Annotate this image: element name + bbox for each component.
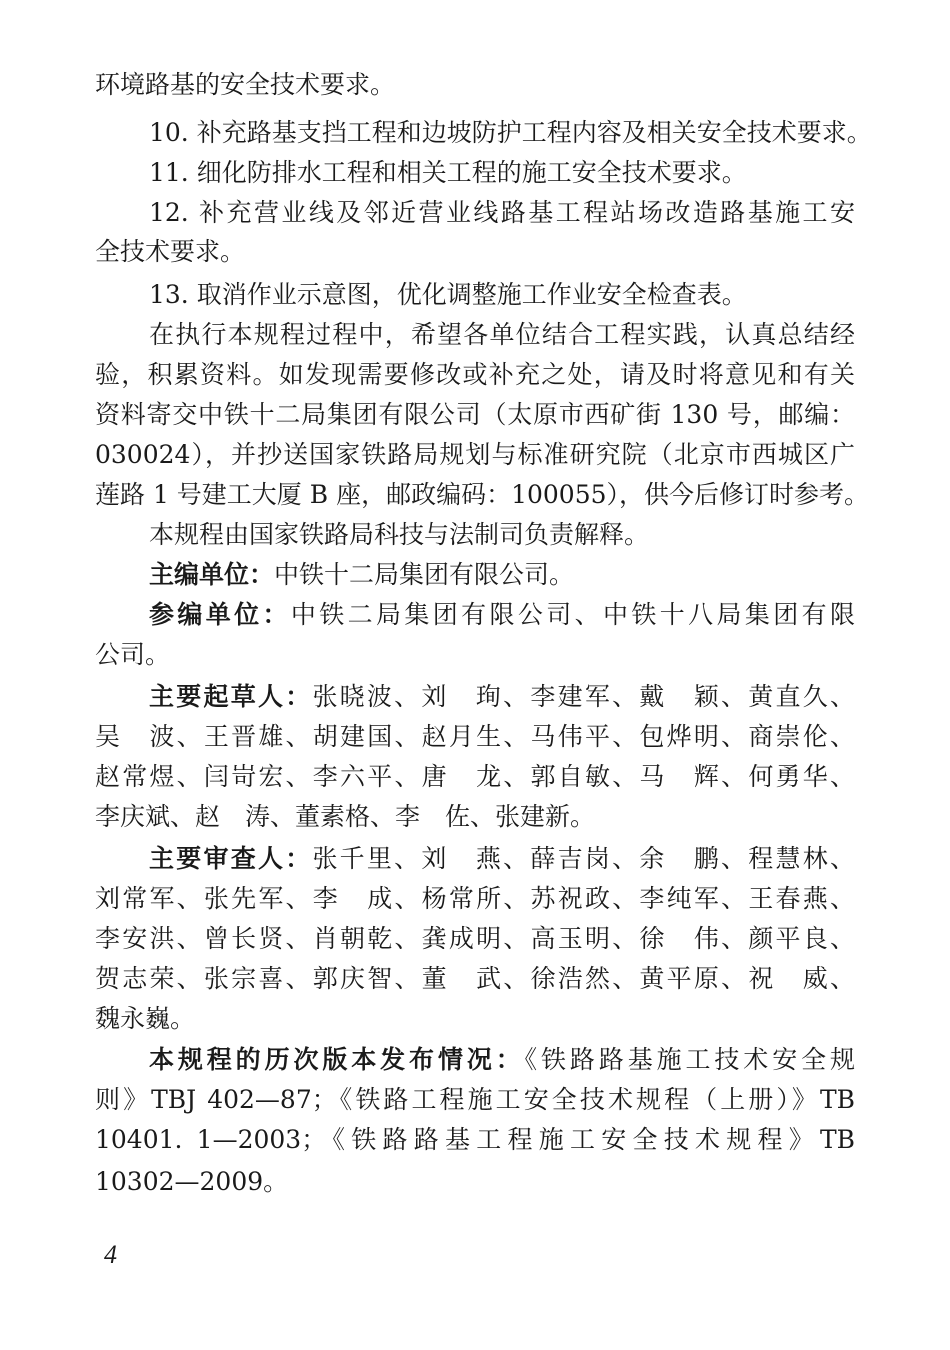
paragraph-line: 则》TBJ 402—87；《铁路工程施工安全技术规程（上册）》TB [95, 1085, 855, 1114]
drafters-label: 主要起草人： [149, 682, 313, 711]
paragraph-line: 刘常军、张先军、李 成、杨常所、苏祝政、李纯军、王春燕、 [95, 884, 855, 913]
history-line [149, 1045, 855, 1075]
reviewers-line [149, 844, 855, 874]
list-item-11: 11. 细化防排水工程和相关工程的施工安全技术要求。 [149, 158, 747, 187]
paragraph-line: 公司。 [95, 640, 171, 669]
reviewers-label: 主要审查人： [149, 844, 313, 873]
paragraph-line: 吴 波、王晋雄、胡建国、赵月生、马伟平、包烨明、商崇伦、 [95, 722, 855, 751]
drafters-value: 张晓波、刘 珣、李建军、戴 颖、黄直久、 [312, 682, 855, 711]
paragraph-line: 李安洪、曾长贤、肖朝乾、龚成明、高玉明、徐 伟、颜平良、 [95, 924, 855, 953]
paragraph-line: 李庆斌、赵 涛、董素格、李 佐、张建新。 [95, 802, 596, 831]
paragraph-line: 10401. 1—2003；《铁路路基工程施工安全技术规程》TB [95, 1125, 855, 1154]
history-label: 本规程的历次版本发布情况： [149, 1045, 525, 1074]
chief-editor-value: 中铁十二局集团有限公司。 [274, 560, 575, 589]
history-value: 《铁路路基施工技术安全规 [524, 1045, 855, 1074]
paragraph-line: 全技术要求。 [95, 237, 246, 266]
participating-line [149, 600, 855, 630]
paragraph-line: 验，积累资料。如发现需要修改或补充之处，请及时将意见和有关 [95, 360, 855, 389]
paragraph-line: 魏永巍。 [95, 1004, 196, 1033]
paragraph-line: 资料寄交中铁十二局集团有限公司（太原市西矿街 130 号，邮编： [95, 400, 855, 429]
paragraph-line: 在执行本规程过程中，希望各单位结合工程实践，认真总结经 [149, 320, 855, 349]
list-item-10: 10. 补充路基支挡工程和边坡防护工程内容及相关安全技术要求。 [149, 118, 872, 147]
page-number: 4 [104, 1240, 117, 1269]
list-item-13: 13. 取消作业示意图，优化调整施工作业安全检查表。 [149, 280, 747, 309]
drafters-line [149, 682, 855, 712]
paragraph-line: 莲路 1 号建工大厦 B 座，邮政编码：100055），供今后修订时参考。 [95, 480, 870, 509]
paragraph-line: 030024），并抄送国家铁路局规划与标准研究院（北京市西城区广 [95, 440, 855, 469]
paragraph-line: 贺志荣、张宗喜、郭庆智、董 武、徐浩然、黄平原、祝 威、 [95, 964, 855, 993]
paragraph-line: 本规程由国家铁路局科技与法制司负责解释。 [149, 520, 650, 549]
chief-editor-label: 主编单位： [149, 560, 275, 589]
chief-editor-line [149, 560, 574, 590]
paragraph-line: 环境路基的安全技术要求。 [95, 70, 396, 99]
reviewers-value: 张千里、刘 燕、薛吉岗、余 鹏、程慧林、 [312, 844, 855, 873]
paragraph-line: 赵常煜、闫岢宏、李六平、唐 龙、郭自敏、马 辉、何勇华、 [95, 762, 855, 791]
participating-label: 参编单位： [149, 600, 291, 629]
participating-value: 中铁二局集团有限公司、中铁十八局集团有限 [290, 600, 855, 629]
paragraph-line: 10302—2009。 [95, 1167, 289, 1196]
list-item-12: 12. 补充营业线及邻近营业线路基工程站场改造路基施工安 [149, 198, 855, 227]
